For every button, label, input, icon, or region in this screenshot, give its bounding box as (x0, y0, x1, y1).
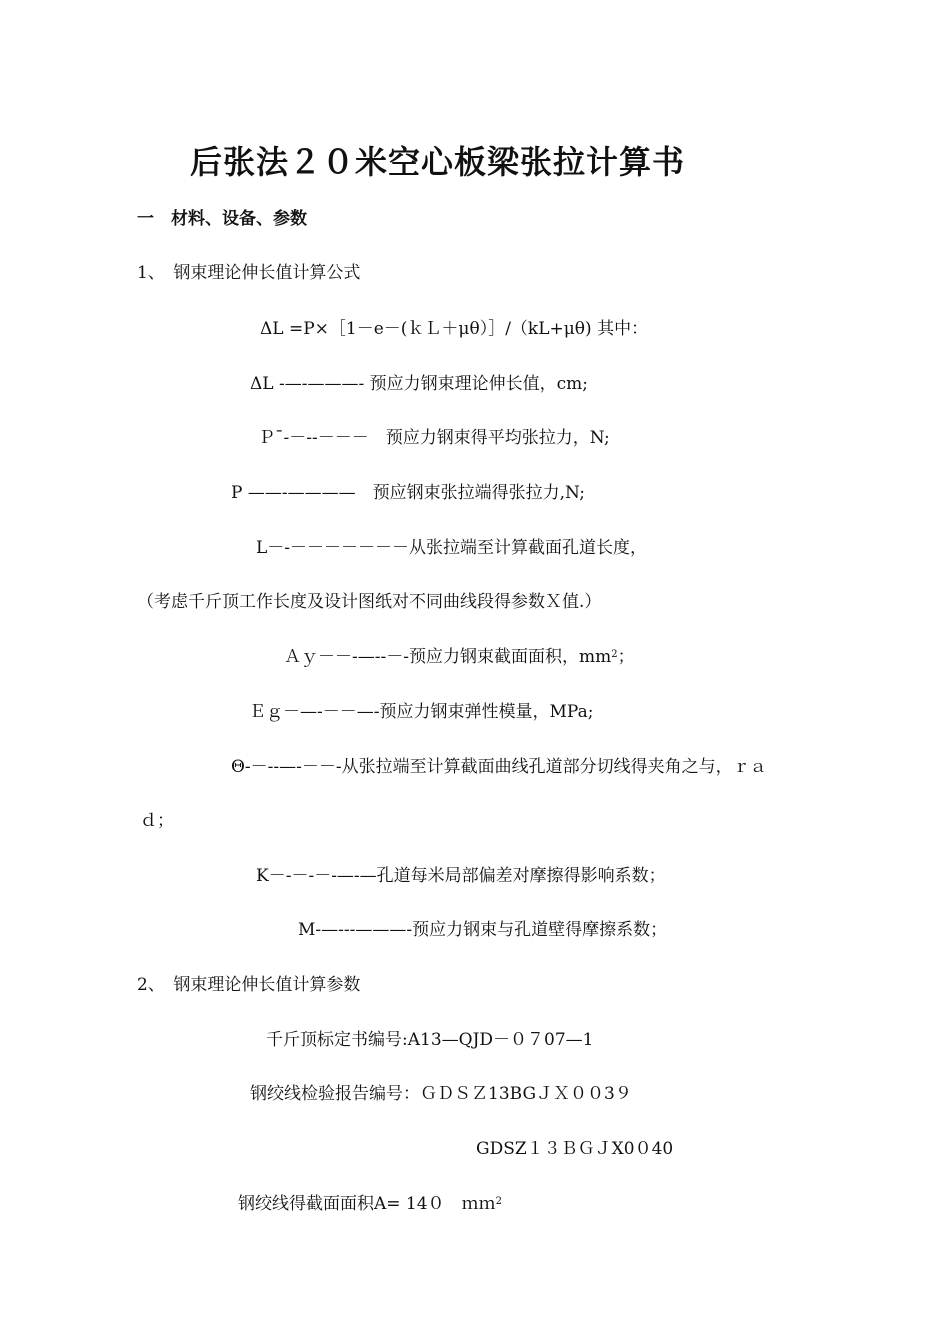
strand-area (238, 1193, 502, 1215)
def-delta-l: ΔL -—-———- 预应力钢束理论伸长值，cm; (250, 374, 588, 394)
section-heading: 一 材料、设备、参数 (137, 209, 307, 229)
def-ay-end: ； (617, 647, 635, 667)
def-l: L－-－－－－－－－从张拉端至计算截面孔道长度， (256, 538, 648, 558)
jack-cert-number: 千斤顶标定书编号:A13—QJD－０７07—1 (266, 1030, 594, 1050)
def-ay-superscript: 2 (611, 649, 618, 660)
def-p: P ——-———— 预应钢束张拉端得张拉力,N; (231, 483, 585, 503)
def-eg: Ｅｇ－—-－－—-预应力钢束弹性模量，MPa; (249, 702, 594, 722)
strand-report-number: 钢绞线检验报告编号：ＧＤＳＺ13BGＪＸ００3９ (250, 1084, 632, 1104)
def-ay-text: Ａｙ－－-—--－-预应力钢束截面面积，mm (284, 647, 612, 667)
def-theta: Θ-－--—-－－-从张拉端至计算截面曲线孔道部分切线得夹角之与，ｒａ (231, 757, 767, 777)
item-1-label: 1、 钢束理论伸长值计算公式 (137, 263, 361, 283)
strand-report-number-2: GDSZ１３ＢＧＪX0０40 (476, 1139, 674, 1159)
def-p-bar: Ｐ¯-－--－－－ 预应力钢束得平均张拉力，N; (258, 428, 610, 448)
def-theta-cont: ｄ； (140, 811, 174, 831)
def-ay (284, 646, 635, 668)
def-m: M-—---———-预应力钢束与孔道壁得摩擦系数； (298, 920, 668, 940)
item-2-label: 2、 钢束理论伸长值计算参数 (137, 975, 361, 995)
def-l-note: （考虑千斤顶工作长度及设计图纸对不同曲线段得参数Ｘ值.） (137, 592, 602, 612)
strand-area-text: 钢绞线得截面面积A= 14０ ｍｍ (238, 1194, 496, 1214)
strand-area-superscript: 2 (495, 1196, 502, 1207)
def-k: K－-－-－-—-—孔道每米局部偏差对摩擦得影响系数； (256, 866, 666, 886)
formula: ΔL =P×［1－e－(ｋＬ＋μθ）］/（kL+μθ) 其中： (260, 319, 649, 339)
document-title: 后张法２０米空心板梁张拉计算书 (190, 143, 686, 181)
